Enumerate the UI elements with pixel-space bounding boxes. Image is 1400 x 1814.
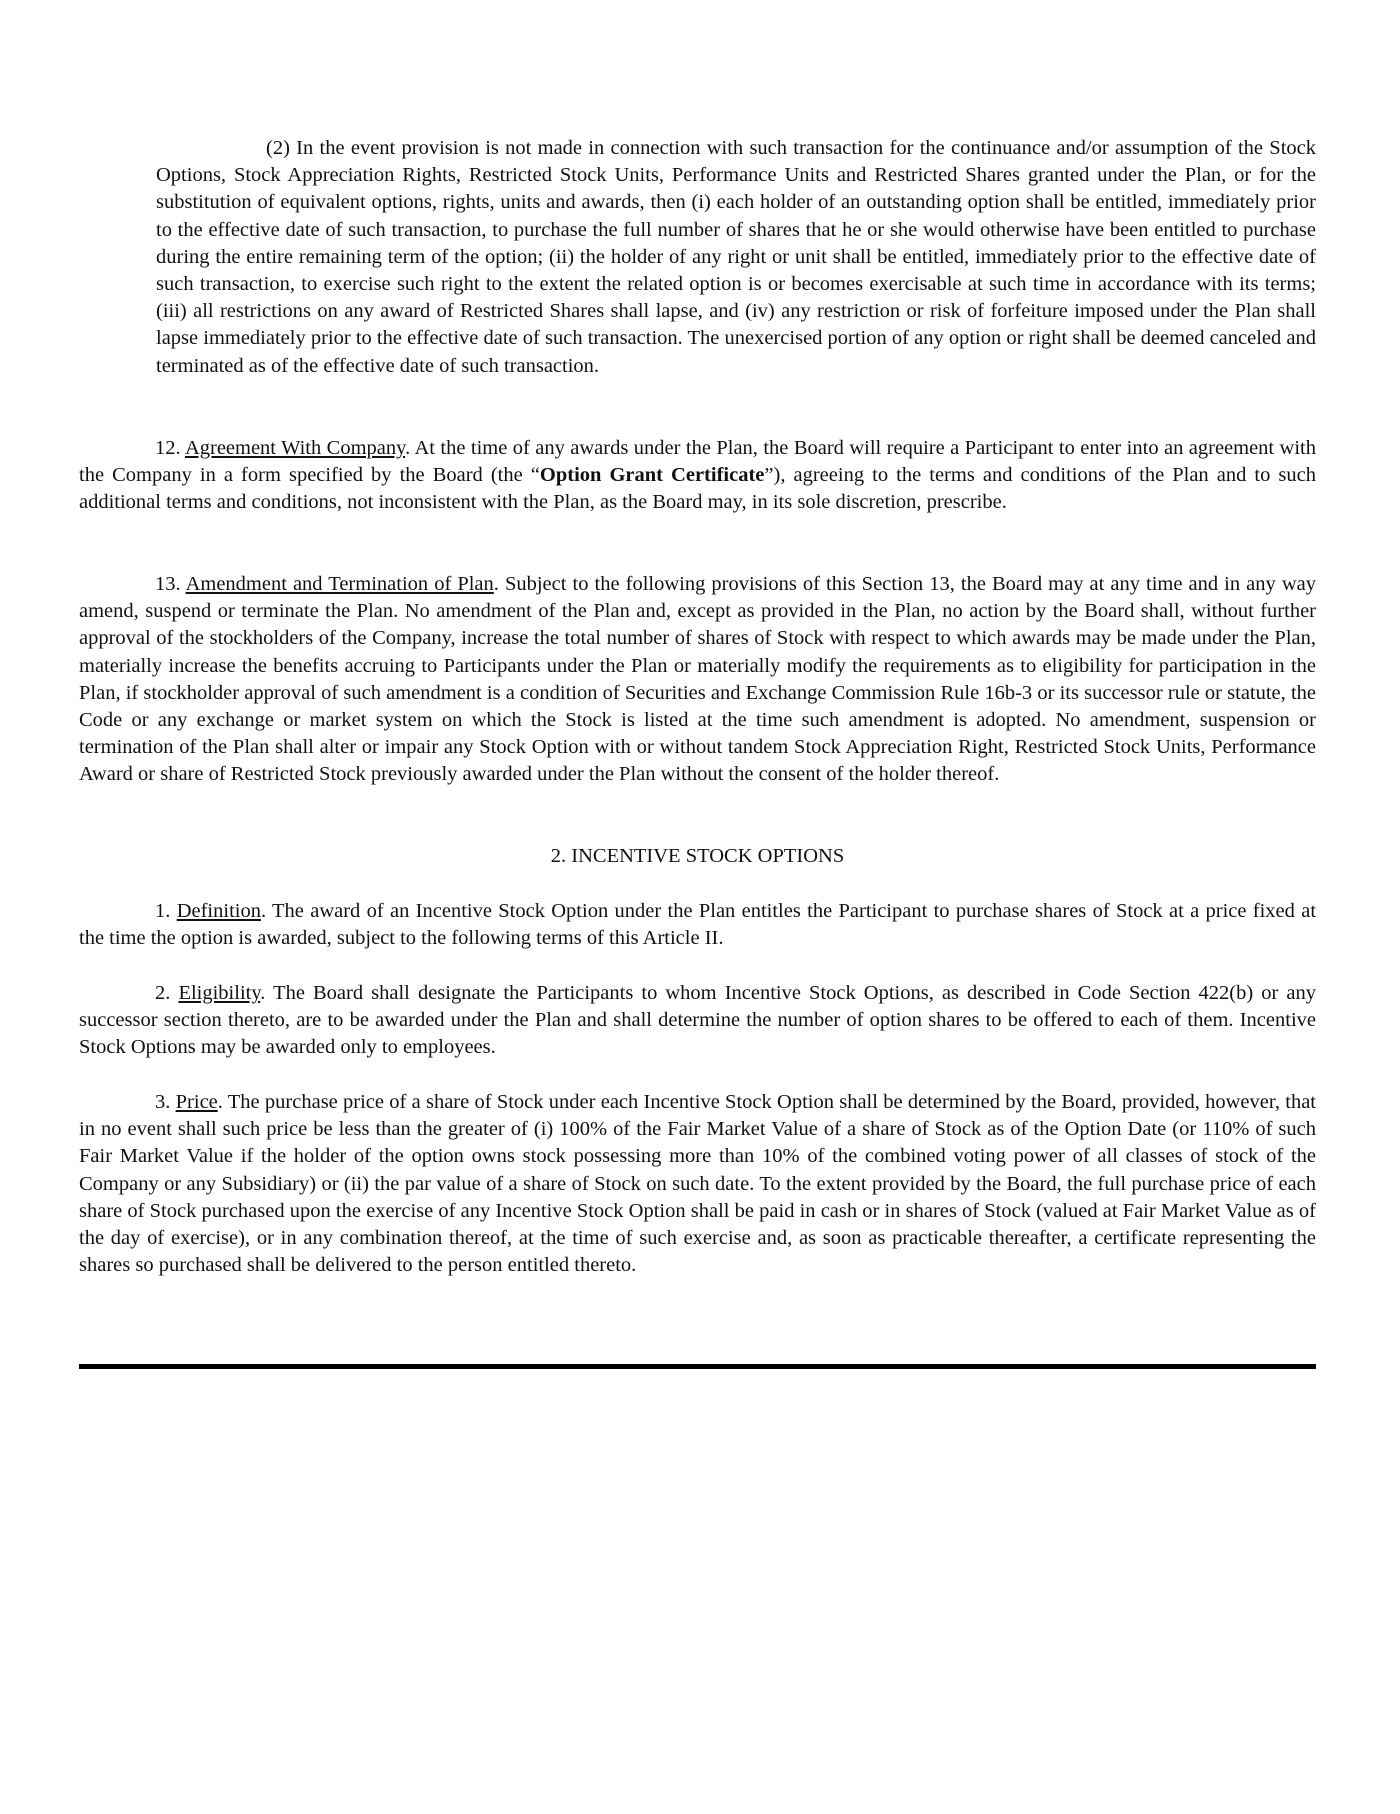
article-section-definition [79,898,1316,952]
article-section-title: Eligibility [178,982,261,1004]
article-section-number: 2. [155,982,171,1004]
article-section-title: Definition [176,900,261,922]
page-divider-rule [79,1364,1316,1369]
section-13-text: . Subject to the following provisions of this Section 13, the Board may at any time and in any way amend, suspend or terminate the Plan. No amendment of the Plan and, except as provided in the Plan, no action by the Board shall, without further approval of the stockholders of the Company, increase the total number of shares of Stock with respect to which awards may be made under the Plan, materially increase the benefits accruing to Participants under the Plan or materially modify the requirements as to eligibility for participation in the Plan, if stockholder approval of such amendment is a condition of Securities and Exchange Commission Rule 16b-3 or its successor rule or statute, the Code or any exchange or market system on which the Stock is listed at the time such amendment is adopted. No amendment, suspension or termination of the Plan shall alter or impair any Stock Option with or without tandem Stock Appreciation Right, Restricted Stock Units, Performance Award or share of Restricted Stock previously awarded under the Plan without the consent of the holder thereof. [79,573,1316,786]
article-section-eligibility [79,980,1316,1062]
article-section-text: . The award of an Incentive Stock Option under the Plan entitles the Participant to purchase shares of Stock at a price fixed at the time the option is awarded, subject to the following terms of this Article II. [79,900,1317,950]
section-13-title: Amendment and Termination of Plan [185,573,494,595]
article-section-number: 3. [155,1091,171,1113]
article-section-number: 1. [155,900,171,922]
section-13-paragraph [79,571,1316,789]
article-section-title: Price [175,1091,218,1113]
section-12-number: 12. [155,437,181,459]
article-section-text: . The purchase price of a share of Stock under each Incentive Stock Option shall be determined by the Board, provided, however, that in no event shall such price be less than the greater of (i) 100% of the Fair Market Value of a share of Stock as of the Option Date (or 110% of such Fair Market Value if the holder of the option owns stock possessing more than 10% of the combined voting power of all classes of stock of the Company or any Subsidiary) or (ii) the par value of a share of Stock on such date. To the extent provided by the Board, the full purchase price of each share of Stock purchased upon the exercise of any Incentive Stock Option shall be paid in cash or in shares of Stock (valued at Fair Market Value as of the day of exercise), or in any combination thereof, at the time of such exercise and, as soon as practicable thereafter, a certificate representing the shares so purchased shall be delivered to the person entitled thereto. [79,1091,1316,1277]
section-12-paragraph [79,435,1316,517]
article-section-price [79,1089,1316,1279]
section-12-text-before: . At the time of any awards under the Plan, the Board will require a Participant to enter into an agreement with the Company in a form specified by the Board (the “ [79,437,1317,487]
option-grant-certificate-term: Option Grant Certificate [539,464,765,487]
subsection-2-paragraph: (2) In the event provision is not made in connection with such transaction for the continuance and/or assumption of the Stock Options, Stock Appreciation Rights, Restricted Stock Units, Performance Units and Restricted Shares granted under the Plan, or for the substitution of equivalent options, rights, units and awards, then (i) each holder of an outstanding option shall be entitled, immediately prior to the effective date of such transaction, to purchase the full number of shares that he or she would otherwise have been entitled to purchase during the entire remaining term of the option; (ii) the holder of any right or unit shall be entitled, immediately prior to the effective date of such transaction, to exercise such right to the extent the related option is or becomes exercisable at such time in accordance with its terms; (iii) all restrictions on any award of Restricted Shares shall lapse, and (iv) any restriction or risk of forfeiture imposed under the Plan shall lapse immediately prior to the effective date of such transaction. The unexercised portion of any option or right shall be deemed canceled and terminated as of the effective date of such transaction. [156,137,1316,377]
article-heading: 2. INCENTIVE STOCK OPTIONS [550,845,845,867]
article-section-text: . The Board shall designate the Participants to whom Incentive Stock Options, as described in Code Section 422(b) or any successor section thereto, are to be awarded under the Plan and shall determine the number of option shares to be offered to each of them. Incentive Stock Options may be awarded only to employees. [79,982,1316,1059]
section-13-number: 13. [155,573,181,595]
section-12-text-after: ”), agreeing to the terms and conditions of the Plan and to such additional terms and conditions, not inconsistent with the Plan, as the Board may, in its sole discretion, prescribe. [79,464,1316,514]
section-12-title: Agreement With Company [184,437,406,459]
